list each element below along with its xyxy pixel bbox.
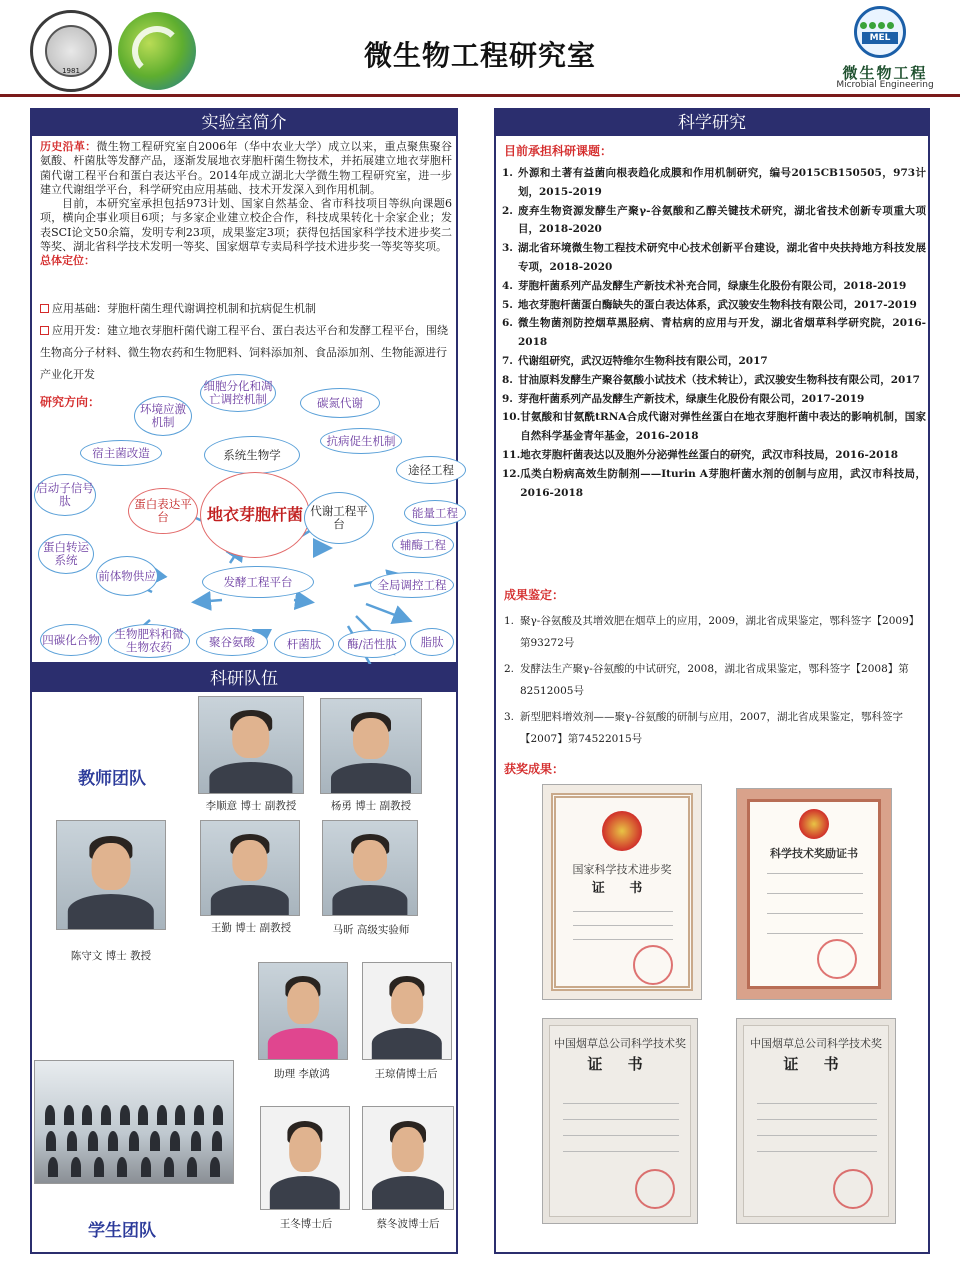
project-number: 1. — [502, 167, 513, 179]
team-panel-title: 科研队伍 — [32, 666, 456, 692]
project-text: 湖北省环境微生物工程技术研究中心技术创新平台建设，湖北省中央扶持地方科技发展专项，2018-2020 — [518, 242, 926, 273]
red-stamp-icon — [635, 1169, 675, 1209]
project-text: 地衣芽胞杆菌表达以及胞外分泌弹性丝蛋白的研究，武汉市科技局，2016-2018 — [520, 448, 899, 461]
application-list — [40, 298, 452, 386]
node-tetraheme: 四碳化合物 — [40, 624, 102, 656]
project-number: 11. — [502, 448, 521, 461]
national-emblem-icon — [799, 809, 829, 839]
photo-wang — [200, 820, 300, 916]
intro-text — [40, 140, 452, 269]
node-coenzyme: 辅酶工程 — [392, 532, 454, 558]
achievement-item — [504, 706, 924, 750]
project-text: 微生物菌剂防控烟草黑胫病、青枯病的应用与开发，湖北省烟草科学研究院，2016-2018 — [518, 317, 926, 349]
caption-li: 李顺意 博士 副教授 — [205, 800, 297, 812]
project-number: 5. — [502, 298, 513, 311]
project-item — [502, 371, 926, 390]
project-text: 地衣芽胞杆菌蛋白酶缺失的蛋白表达体系，武汉骏安生物科技有限公司，2017-2019 — [518, 298, 917, 311]
node-biofert: 生物肥料和微生物农药 — [108, 624, 190, 658]
history-text: 微生物工程研究室自2006年（华中农业大学）成立以来，重点聚焦聚谷氨酸、杆菌肽等发酵产品，逐渐发展地衣芽胞杆菌生物技术，并拓展建立地衣芽胞杆菌代谢工程平台和蛋白表达平台。2014年成立湖北大学微生物工程研究室，进一步建立代谢组学平台，科学研究由应用基础、技术开发深入到作用机制。 — [40, 140, 453, 196]
node-energy: 能量工程 — [404, 500, 466, 526]
direction-label: 研究方向： — [40, 395, 101, 409]
node-ferment-platform: 发酵工程平台 — [202, 566, 314, 598]
caption-yang: 杨勇 博士 副教授 — [330, 800, 412, 812]
current-text: 目前，本研究室承担包括973计划、国家自然基金、省市科技项目等纵向课题6项，横向企事业项目6项；与多家企业建立校企合作，科技成果转化十余家企业；发表SCI论文50余篇，发明专利23项，成果鉴定3项；获得包括国家科学技术进步奖二等奖、湖北省科学技术发明一等奖、国家烟草专卖局科学技术进步奖一等奖等奖项。 — [40, 197, 452, 254]
project-text: 外源和土著有益菌向根表趋化成膜和作用机制研究，编号2015CB150505，973计划，2015-2019 — [518, 167, 926, 198]
caption-wang-dong: 王冬博士后 — [279, 1218, 333, 1230]
student-team-label: 学生团队 — [88, 1221, 156, 1241]
achievement-item — [504, 658, 924, 702]
project-number: 12. — [502, 467, 521, 480]
node-protein-platform: 蛋白表达平台 — [128, 488, 198, 534]
photo-wang-post — [362, 962, 452, 1060]
project-text: 芽孢杆菌系列产品发酵生产新技术，绿康生化股份有限公司，2017-2019 — [518, 392, 865, 405]
project-number: 6. — [502, 317, 513, 330]
red-stamp-icon — [833, 1169, 873, 1209]
photo-chen — [56, 820, 166, 930]
mel-logo — [848, 6, 912, 64]
cert-tobacco-1-title: 中国烟草总公司科学技术奖 — [554, 1037, 686, 1050]
node-bacitracin: 杆菌肽 — [274, 630, 334, 658]
project-number: 10. — [502, 411, 521, 424]
project-item — [502, 352, 926, 371]
node-host-mod: 宿主菌改造 — [80, 440, 162, 466]
caption-chen: 陈守文 博士 教授 — [70, 950, 152, 962]
project-number: 4. — [502, 279, 513, 292]
mel-cn-label: 微生物工程 — [842, 64, 928, 82]
node-pga: 聚谷氨酸 — [196, 628, 268, 656]
project-item — [502, 408, 926, 446]
project-number: 7. — [502, 354, 513, 367]
project-text: 废弃生物资源发酵生产聚γ-谷氨酸和乙醇关键技术研究，湖北省技术创新专项重大项目，2018-2020 — [518, 204, 926, 236]
photo-student-group — [34, 1060, 234, 1184]
orientation-label: 总体定位： — [40, 254, 95, 268]
achievement-text: 聚γ-谷氨酸及其增效肥在烟草上的应用，2009，湖北省成果鉴定，鄂科签字【2009】第93272号 — [520, 615, 920, 649]
mel-en-label: Microbial Engineering — [836, 80, 934, 90]
page-title: 微生物工程研究室 — [363, 39, 596, 72]
cert-national-title: 国家科学技术进步奖 — [572, 863, 672, 876]
history-label: 历史沿革： — [40, 140, 97, 153]
achievement-list — [504, 610, 924, 754]
project-item — [502, 314, 926, 352]
achievement-number: 1. — [504, 615, 515, 627]
project-text: 瓜类白粉病高效生防制剂——Iturin A芽胞杆菌水剂的创制与应用，武汉市科技局，2016-2018 — [520, 467, 926, 499]
photo-li-assist — [258, 962, 348, 1060]
university-year: 1981 — [62, 67, 80, 75]
caption-cai: 蔡冬波博士后 — [376, 1218, 440, 1230]
caption-ma: 马昕 高级实验师 — [332, 924, 410, 936]
node-pathway: 途径工程 — [396, 456, 466, 484]
caption-li-assist: 助理 李啟鸿 — [274, 1068, 330, 1080]
project-text: 甘油原料发酵生产聚谷氨酸小试技术（技术转让），武汉骏安生物科技有限公司，2017 — [518, 373, 920, 386]
project-item — [502, 239, 926, 277]
header-divider — [0, 94, 960, 97]
node-cell-diff: 细胞分化和凋亡调控机制 — [200, 374, 276, 412]
node-enzyme: 酶/活性肽 — [338, 630, 406, 658]
project-item — [502, 446, 926, 465]
dev-application: 应用开发：建立地衣芽胞杆菌代谢工程平台、蛋白表达平台和发酵工程平台，围绕生物高分子材料、微生物农药和生物肥料、饲料添加剂、食品添加剂、生物能源进行产业化开发 — [40, 324, 448, 381]
awards-label: 获奖成果： — [504, 762, 565, 776]
mel-badge: MEL — [862, 32, 898, 44]
photo-li — [198, 696, 304, 794]
project-number: 2. — [502, 204, 513, 217]
red-stamp-icon — [817, 939, 857, 979]
achievements-label: 成果鉴定： — [504, 588, 565, 602]
photo-ma — [322, 820, 418, 916]
node-transport: 蛋白转运系统 — [38, 534, 94, 574]
node-env-stress: 环境应激机制 — [134, 396, 192, 436]
project-item — [502, 164, 926, 202]
cert-tobacco-1 — [542, 1018, 698, 1224]
cert-tobacco-1-sub: 证 书 — [587, 1055, 653, 1073]
cert-national — [542, 784, 702, 1000]
research-panel-title: 科学研究 — [496, 110, 928, 136]
project-item — [502, 296, 926, 315]
photo-yang — [320, 698, 422, 794]
cert-tobacco-2-title: 中国烟草总公司科学技术奖 — [750, 1037, 882, 1050]
photo-wang-dong — [260, 1106, 350, 1210]
projects-label: 目前承担科研课题： — [504, 144, 613, 158]
achievement-number: 2. — [504, 663, 515, 675]
project-number: 9. — [502, 392, 513, 405]
node-carbon-nitrogen: 碳氮代谢 — [300, 388, 380, 418]
square-bullet-icon — [40, 304, 49, 313]
project-text: 甘氨酸和甘氨酰tRNA合成代谢对弹性丝蛋白在地衣芽胞杆菌中表达的影响机制，国家自然科学基金青年基金，2016-2018 — [520, 411, 926, 443]
achievement-text: 发酵法生产聚γ-谷氨酸的中试研究，2008，湖北省成果鉴定，鄂科签字【2008】第82512005号 — [520, 663, 909, 697]
cert-award-title: 科学技术奖励证书 — [770, 847, 858, 860]
node-lipopeptide: 脂肽 — [410, 628, 454, 656]
node-precursor: 前体物供应 — [96, 556, 158, 596]
project-text: 芽胞杆菌系列产品发酵生产新技术补充合同，绿康生化股份有限公司，2018-2019 — [518, 279, 907, 292]
cert-tobacco-2-sub: 证 书 — [783, 1055, 849, 1073]
project-item — [502, 390, 926, 409]
project-list — [502, 164, 926, 502]
photo-cai — [362, 1106, 454, 1210]
red-stamp-icon — [633, 945, 673, 985]
node-disease-growth: 抗病促生机制 — [320, 428, 402, 454]
cert-national-sub: 证 书 — [591, 881, 653, 896]
achievement-number: 3. — [504, 711, 515, 723]
node-promoter: 启动子信号肽 — [34, 474, 96, 516]
project-item — [502, 277, 926, 296]
project-item — [502, 202, 926, 240]
intro-panel-title: 实验室简介 — [32, 110, 456, 136]
project-number: 3. — [502, 242, 513, 255]
cert-award — [736, 788, 892, 1000]
achievement-text: 新型肥料增效剂——聚γ-谷氨酸的研制与应用，2007，湖北省成果鉴定，鄂科签字【2007】第74522015号 — [520, 711, 904, 745]
national-emblem-icon — [602, 811, 642, 851]
cert-tobacco-2 — [736, 1018, 896, 1224]
node-center: 地衣芽胞杆菌 — [200, 472, 310, 558]
project-text: 代谢组研究，武汉迈特维尔生物科技有限公司，2017 — [518, 354, 768, 367]
microbe-dots-icon — [860, 14, 900, 28]
project-number: 8. — [502, 373, 513, 386]
node-metabolic-platform: 代谢工程平台 — [304, 492, 374, 544]
project-item — [502, 465, 926, 503]
caption-wang: 王勤 博士 副教授 — [210, 922, 292, 934]
page-header — [0, 0, 960, 96]
node-system-bio: 系统生物学 — [204, 436, 300, 474]
caption-wang-post: 王琼倩博士后 — [374, 1068, 438, 1080]
square-bullet-icon — [40, 326, 49, 335]
node-global: 全局调控工程 — [370, 572, 454, 598]
achievement-item — [504, 610, 924, 654]
basic-application: 应用基础：芽胞杆菌生理代谢调控机制和抗病促生机制 — [40, 298, 452, 320]
teacher-team-label: 教师团队 — [78, 769, 146, 789]
